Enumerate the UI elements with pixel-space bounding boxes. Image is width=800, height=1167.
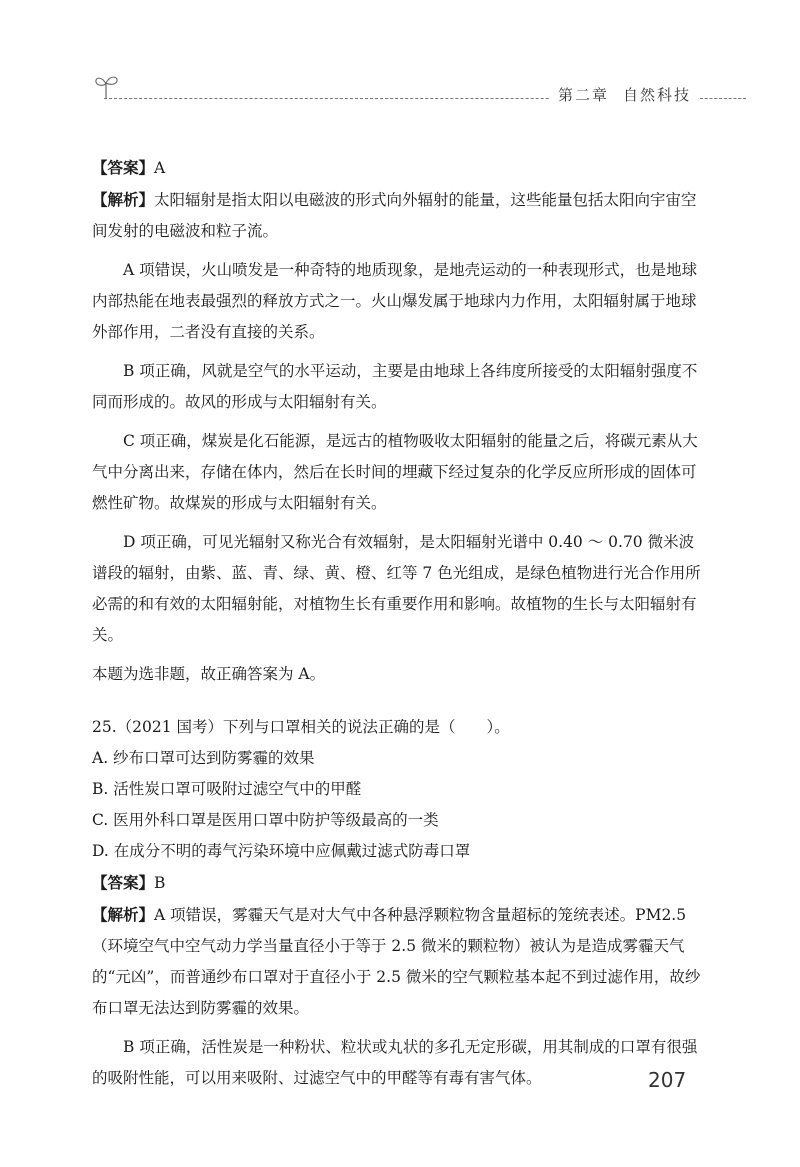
chapter-number: 第二章: [558, 86, 610, 104]
q24-para-a: A 项错误，火山喷发是一种奇特的地质现象，是地壳运动的一种表现形式，也是地球内部热能在地表最强烈的释放方式之一。火山爆发属于地球内力作用，太阳辐射属于地球外部作用，二者没有直接的关系。: [92, 261, 698, 341]
q24-para-c: C 项正确，煤炭是化石能源，是远古的植物吸收太阳辐射的能量之后，将碳元素从大气中分离出来，存储在体内，然后在长时间的埋藏下经过复杂的化学反应所形成的固体可燃性矿物。故煤炭的形成与太阳辐射有关。: [92, 432, 698, 512]
q24-para-d: D 项正确，可见光辐射又称光合有效辐射，是太阳辐射光谱中 0.40 ～ 0.70 微米波谱段的辐射，由紫、蓝、青、绿、黄、橙、红等 7 色光组成，是绿色植物进行光合作用所必需的和有效的太阳辐射能，对植物生长有重要作用和影响。故植物的生长与太阳辐射有关。: [92, 533, 701, 644]
analysis-text: A 项错误，雾霾天气是对大气中各种悬浮颗粒物含量超标的笼统表述。PM2.5（环境空气中空气动力学当量直径小于等于 2.5 微米的颗粒物）被认为是造成雾霾天气的“元凶”，而普通纱布口罩对于直径小于 2.5 微米的空气颗粒基本起不到过滤作用，故纱布口罩无法达到防雾霾的效果。: [92, 906, 701, 1017]
q24-conclusion: 本题为选非题，故正确答案为 A。: [92, 665, 326, 683]
q24-answer: [92, 152, 702, 184]
running-header: [92, 72, 742, 112]
chapter-label: [550, 84, 697, 105]
q25-analysis: [92, 899, 702, 1024]
q25-option-b: B. 活性炭口罩可吸附过滤空气中的甲醛: [92, 780, 362, 798]
chapter-subject: 自然科技: [623, 86, 692, 104]
analysis-tag: 【解析】: [92, 905, 155, 924]
q25-option-d: D. 在成分不明的毒气污染环境中应佩戴过滤式防毒口罩: [92, 842, 471, 860]
analysis-tag: 【解析】: [92, 190, 155, 209]
q25-option-c: C. 医用外科口罩是医用口罩中防护等级最高的一类: [92, 811, 439, 829]
answer-tag: 【答案】: [92, 158, 155, 177]
page-body: [92, 152, 702, 1094]
q25-option-a: A. 纱布口罩可达到防雾霾的效果: [92, 749, 315, 767]
page-number: 207: [648, 1068, 687, 1092]
q25-answer: [92, 867, 702, 899]
analysis-text: 太阳辐射是指太阳以电磁波的形式向外辐射的能量，这些能量包括太阳向宇宙空间发射的电磁波和粒子流。: [92, 191, 697, 240]
answer-tag: 【答案】: [92, 873, 155, 892]
q25-para-b: B 项正确，活性炭是一种粉状、粒状或丸状的多孔无定形碳，用其制成的口罩有很强的吸附性能，可以用来吸附、过滤空气中的甲醛等有毒有害气体。: [92, 1038, 698, 1087]
q24-para-b: B 项正确，风就是空气的水平运动，主要是由地球上各纬度所接受的太阳辐射强度不同而形成的。故风的形成与太阳辐射有关。: [92, 362, 698, 411]
answer-value: B: [154, 874, 166, 892]
answer-value: A: [154, 159, 166, 177]
q24-analysis: [92, 184, 702, 247]
header-rule-right: [700, 98, 746, 99]
q25-question: 25.（2021 国考）下列与口罩相关的说法正确的是（ ）。: [92, 718, 510, 736]
